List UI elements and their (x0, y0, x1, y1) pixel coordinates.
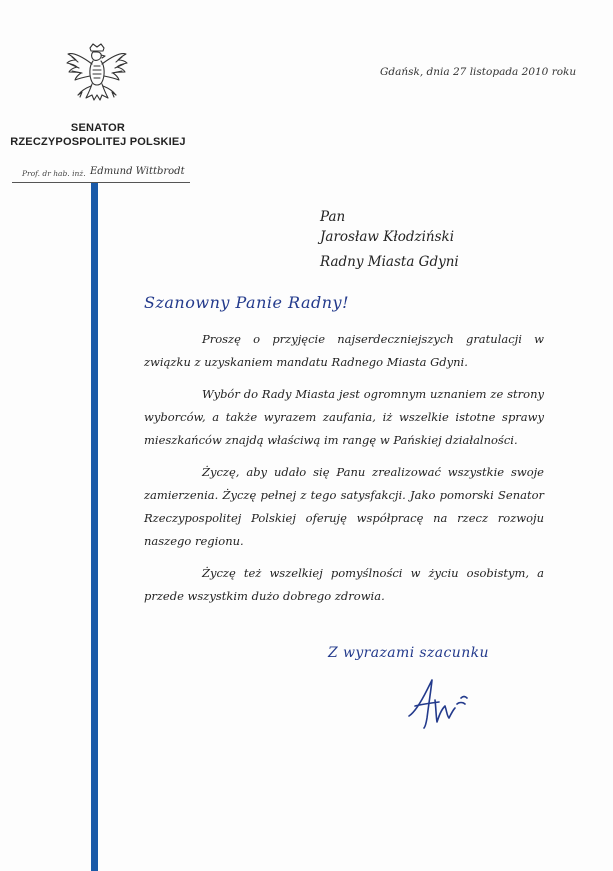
body-paragraph: Wybór do Rady Miasta jest ogromnym uznaniem ze strony wyborców, a także wyrazem zaufania, iż wszelkie istotne sprawy mieszkańców znajdą właściwą im rangę w Pańskiej działalności. (144, 387, 544, 447)
letterhead-accent-bar (91, 183, 98, 871)
dateline: Gdańsk, dnia 27 listopada 2010 roku (380, 66, 577, 78)
sender-name: Edmund Wittbrodt (90, 166, 185, 177)
letter-body (144, 328, 544, 617)
polish-eagle-emblem-icon (64, 42, 130, 112)
body-paragraph: Życzę też wszelkiej pomyślności w życiu osobistym, a przede wszystkim dużo dobrego zdrowia. (144, 566, 544, 603)
recipient-line1: Pan (320, 209, 346, 225)
sender-name-line (12, 166, 190, 183)
sender-title-prefix: Prof. dr hab. inż. (22, 169, 86, 178)
letterhead-title-line2: RZECZYPOSPOLITEJ POLSKIEJ (10, 136, 186, 148)
recipient-line2: Jarosław Kłodziński (320, 229, 455, 245)
body-paragraph: Życzę, aby udało się Panu zrealizować wszystkie swoje zamierzenia. Życzę pełnej z tego satysfakcji. Jako pomorski Senator Rzeczypospolitej Polskiej oferuję współpracę na rzecz rozwoju naszego regionu. (144, 465, 544, 548)
letterhead-title-line1: SENATOR (70, 122, 126, 134)
recipient-line3: Radny Miasta Gdyni (320, 254, 459, 270)
handwritten-signature-icon (405, 672, 495, 730)
body-paragraph: Proszę o przyjęcie najserdeczniejszych gratulacji w związku z uzyskaniem mandatu Radnego Miasta Gdyni. (144, 332, 544, 369)
handwritten-salutation: Szanowny Panie Radny! (144, 293, 350, 312)
handwritten-closing: Z wyrazami szacunku (328, 645, 489, 661)
